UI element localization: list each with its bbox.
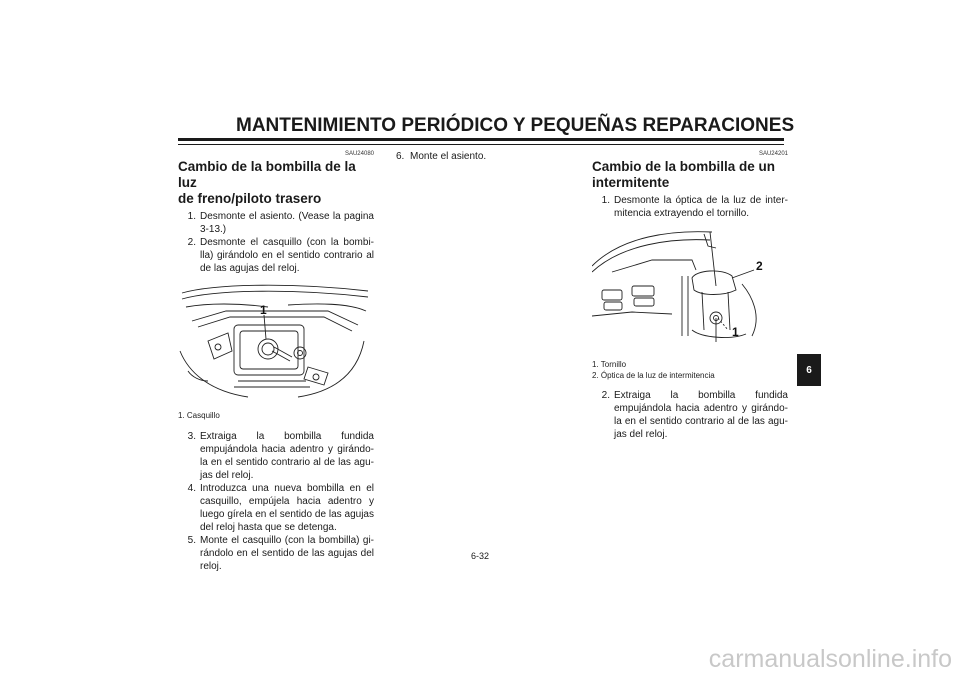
section-code: SAU24201 [758,151,788,157]
step-item [592,194,788,220]
step-number: 6. [396,151,405,162]
step-item [178,430,374,482]
title-rule-thin [178,144,784,145]
steps-list [178,430,374,573]
turn-signal-drawing [592,226,784,350]
page-number: 6-32 [470,551,489,561]
watermark: carmanualsonline.info [708,645,952,673]
middle-column [396,150,592,163]
socket-illustration [178,281,374,406]
title-rule [178,138,784,141]
step-number: 1. [601,195,610,206]
steps-list [178,210,374,275]
callout-2: 2 [756,259,763,273]
step-item [178,534,374,573]
step-item [178,236,374,275]
step-item [178,482,374,534]
step-item [592,389,788,441]
section-heading-turn-signal [592,159,788,191]
socket-drawing [178,281,374,401]
step-number: 5. [187,535,196,546]
step-item [396,150,592,163]
step-text: Monte el casquillo (con la bombilla) gi-rándolo en el sentido de las agujas del reloj. [200,535,374,572]
step-text: Monte el asiento. [410,151,487,162]
step-number: 1. [187,211,196,222]
step-text: Desmonte la óptica de la luz de inter-mitencia extrayendo el tornillo. [614,195,788,219]
step-number: 4. [187,483,196,494]
left-column [178,150,374,573]
steps-list [592,389,788,441]
figure-caption: 1. Casquillo [178,411,220,420]
step-text: Introduzca una nueva bombilla en el casquillo, empújela hacia adentro y luego gírela en el sentido de las agujas del reloj hasta que se detenga. [200,483,374,533]
section-heading-brake-light [178,159,374,207]
chapter-tab: 6 [797,354,821,386]
step-number: 3. [187,431,196,442]
steps-list [592,194,788,220]
section-code: SAU24080 [344,151,374,157]
right-column [592,150,788,441]
heading-line: Cambio de la bombilla de la luz [178,159,356,190]
figure-caption: 2. Óptica de la luz de intermitencia [592,371,715,380]
step-text: Extraiga la bombilla fundida empujándola hacia adentro y girándo-la en el sentido contrario al de las agu-jas del reloj. [200,431,374,481]
heading-line: de freno/piloto trasero [178,191,322,206]
step-text: Desmonte el asiento. (Vease la pagina 3-13.) [200,211,374,235]
step-text: Extraiga la bombilla fundida empujándola hacia adentro y girándo-la en el sentido contrario al de las agu-jas del reloj. [614,390,788,440]
figure-caption: 1. Tornillo [592,360,627,369]
step-number: 2. [187,237,196,248]
step-text: Desmonte el casquillo (con la bombi-lla) girándolo en el sentido contrario al de las agujas del reloj. [200,237,374,274]
heading-line: Cambio de la bombilla de un [592,159,776,174]
callout-1: 1 [732,325,739,339]
step-number: 2. [601,390,610,401]
callout-1: 1 [260,303,267,317]
step-item [178,210,374,236]
turn-signal-illustration [592,226,788,355]
page-title: MANTENIMIENTO PERIÓDICO Y PEQUEÑAS REPARACIONES [236,115,795,136]
heading-line: intermitente [592,175,670,190]
